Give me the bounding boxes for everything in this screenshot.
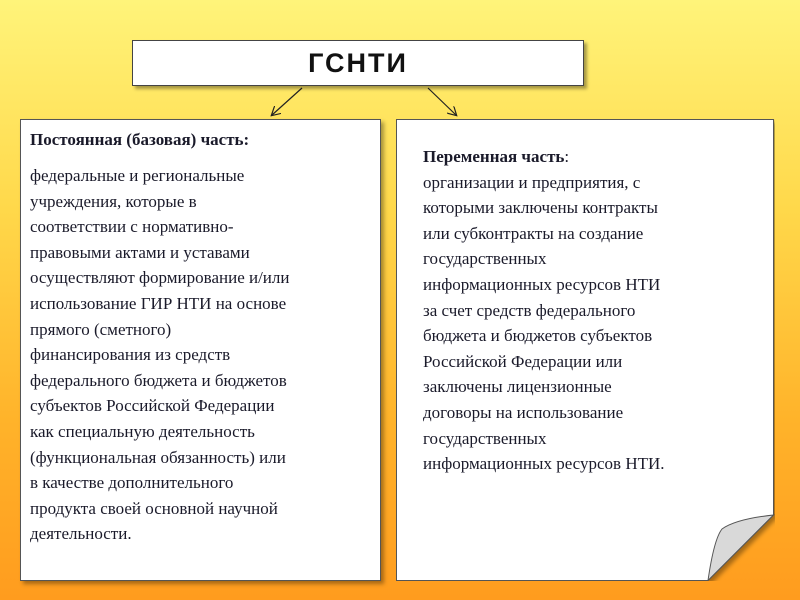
text-line: за счет средств федерального [423, 300, 636, 320]
text-line: информационных ресурсов НТИ. [423, 454, 665, 474]
permanent-part-heading: Постоянная (базовая) часть: [30, 130, 250, 149]
text-line: информационных ресурсов НТИ [423, 274, 661, 294]
text-line: организации и предприятия, с [423, 172, 641, 192]
variable-part-content [423, 144, 758, 477]
variable-part-card [396, 119, 775, 581]
text-line: использование ГИР НТИ на основе [30, 293, 287, 313]
gsnti-title: ГСНТИ [308, 47, 408, 78]
permanent-part-text [30, 163, 372, 547]
text-line: заключены лицензионные [423, 377, 612, 397]
text-line: соответствии с нормативно- [30, 217, 234, 237]
text-line: осуществляют формирование и/или [30, 268, 290, 288]
text-line: федерального бюджета и бюджетов [30, 370, 287, 390]
arrow-left [272, 88, 302, 115]
text-line: учреждения, которые в [30, 191, 197, 211]
text-line: как специальную деятельность [30, 421, 255, 441]
text-line: федеральные и региональные [30, 166, 245, 185]
text-line: которыми заключены контракты [423, 198, 658, 218]
text-line: в качестве дополнительного [30, 473, 234, 493]
text-line: государственных [423, 428, 547, 448]
text-line: прямого (сметного) [30, 319, 172, 339]
text-line: правовыми актами и уставами [30, 242, 250, 262]
text-line: Российской Федерации или [423, 351, 623, 371]
text-line: продукта своей основной научной [30, 498, 278, 518]
text-line: финансирования из средств [30, 345, 231, 365]
variable-part-heading-colon: : [564, 147, 570, 166]
gsnti-title-box [132, 40, 584, 86]
variable-part-heading: Переменная часть [423, 147, 565, 166]
text-line: или субконтракты на создание [423, 223, 644, 243]
variable-part-text [423, 170, 758, 477]
text-line: бюджета и бюджетов субъектов [423, 326, 653, 346]
text-line: договоры на использование [423, 402, 624, 422]
permanent-part-card [20, 119, 381, 581]
text-line: государственных [423, 249, 547, 269]
variable-part-heading-line [423, 144, 758, 170]
text-line: субъектов Российской Федерации [30, 396, 275, 416]
arrow-right [428, 88, 456, 115]
text-line: (функциональная обязанность) или [30, 447, 286, 467]
text-line: деятельности. [30, 524, 132, 544]
